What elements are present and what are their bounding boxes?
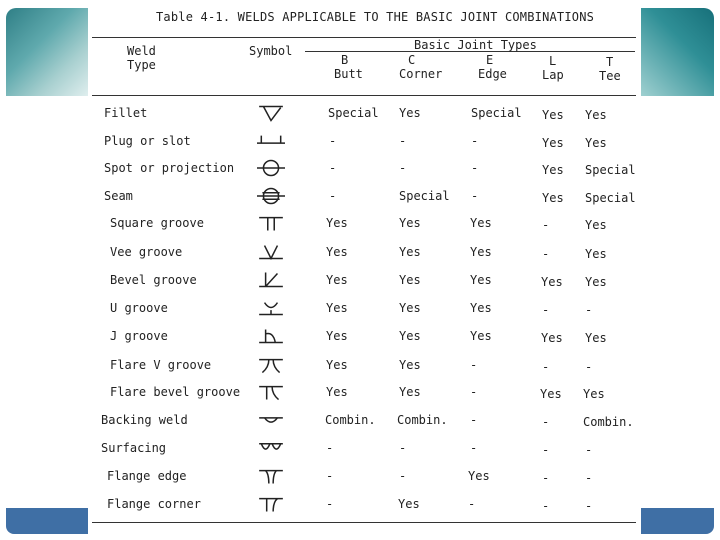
table-cell: -	[399, 469, 407, 483]
table-cell: Yes	[326, 273, 348, 287]
table-cell: -	[585, 443, 593, 457]
table-cell: Yes	[585, 108, 607, 122]
flange-corner-symbol-icon	[257, 493, 285, 515]
weld-type-label: Square groove	[110, 216, 204, 230]
weld-type-label: Bevel groove	[110, 273, 197, 287]
table-cell: Yes	[326, 358, 348, 372]
table-cell: -	[542, 443, 550, 457]
spot-weld-symbol-icon	[257, 157, 285, 179]
table-cell: Yes	[470, 216, 492, 230]
table-cell: Yes	[470, 329, 492, 343]
table-cell: Special	[585, 191, 636, 205]
surfacing-weld-symbol-icon	[257, 437, 285, 459]
col-b-code: B	[341, 53, 349, 67]
table-cell: -	[470, 413, 478, 427]
table-cell: Yes	[585, 247, 607, 261]
j-groove-symbol-icon	[257, 325, 285, 347]
flare-bevel-groove-symbol-icon	[257, 381, 285, 403]
weld-type-label: Backing weld	[101, 413, 188, 427]
table-cell: Yes	[585, 218, 607, 232]
symbol-header: Symbol	[249, 44, 293, 58]
col-e-name: Edge	[478, 67, 507, 81]
table-cell: -	[585, 303, 593, 317]
weld-type-label: Flare bevel groove	[110, 385, 241, 399]
table-cell: Yes	[399, 273, 421, 287]
bottom-left-decoration	[6, 508, 88, 534]
table-cell: Special	[585, 163, 636, 177]
u-groove-symbol-icon	[257, 297, 285, 319]
table-cell: Yes	[542, 108, 564, 122]
table-cell: -	[542, 247, 550, 261]
table-cell: Yes	[585, 136, 607, 150]
table-cell: -	[468, 497, 476, 511]
table-cell: Yes	[585, 275, 607, 289]
weld-type-label: Flange corner	[107, 497, 201, 511]
table-cell: -	[326, 469, 334, 483]
table-cell: -	[471, 189, 479, 203]
table-cell: Combin.	[325, 413, 376, 427]
table-cell: -	[329, 189, 337, 203]
table-cell: -	[585, 360, 593, 374]
table-cell: Yes	[541, 275, 563, 289]
table-cell: -	[470, 358, 478, 372]
table-cell: Yes	[326, 385, 348, 399]
table-cell: Yes	[399, 329, 421, 343]
flange-edge-symbol-icon	[257, 465, 285, 487]
top-rule	[92, 37, 636, 38]
table-title: Table 4-1. WELDS APPLICABLE TO THE BASIC JOINT COMBINATIONS	[156, 10, 595, 24]
bottom-right-decoration	[641, 508, 714, 534]
top-left-decoration	[6, 8, 88, 96]
weld-type-label: Spot or projection	[104, 161, 235, 175]
table-cell: Yes	[468, 469, 490, 483]
table-cell: -	[542, 415, 550, 429]
table-cell: -	[399, 134, 407, 148]
table-cell: Yes	[399, 301, 421, 315]
table-cell: -	[470, 441, 478, 455]
plug-weld-symbol-icon	[257, 130, 285, 152]
table-cell: Yes	[470, 301, 492, 315]
top-right-decoration	[641, 8, 714, 96]
table-cell: Combin.	[397, 413, 448, 427]
fillet-weld-symbol-icon	[257, 102, 285, 124]
weld-type-label: Vee groove	[110, 245, 183, 259]
table-cell: -	[542, 471, 550, 485]
table-cell: -	[542, 218, 550, 232]
square-groove-symbol-icon	[257, 212, 285, 234]
col-t-name: Tee	[599, 69, 621, 83]
table-cell: Yes	[541, 331, 563, 345]
table-cell: Yes	[542, 191, 564, 205]
col-c-name: Corner	[399, 67, 443, 81]
table-cell: -	[471, 134, 479, 148]
table-cell: Special	[399, 189, 450, 203]
weld-type-label: U groove	[110, 301, 168, 315]
col-l-name: Lap	[542, 68, 564, 82]
weld-type-label: Seam	[104, 189, 133, 203]
table-cell: -	[470, 385, 478, 399]
weld-type-label: Flange edge	[107, 469, 187, 483]
table-cell: -	[471, 161, 479, 175]
table-cell: Special	[328, 106, 379, 120]
weld-type-label: Plug or slot	[104, 134, 191, 148]
table-cell: Yes	[470, 273, 492, 287]
vee-groove-symbol-icon	[257, 241, 285, 263]
col-b-name: Butt	[334, 67, 363, 81]
table-cell: Combin.	[583, 415, 634, 429]
table-cell: Yes	[399, 216, 421, 230]
table-cell: Yes	[326, 216, 348, 230]
table-cell: -	[326, 497, 334, 511]
weld-type-header-line1: Weld	[127, 44, 156, 58]
table-cell: Yes	[399, 106, 421, 120]
table-cell: -	[399, 441, 407, 455]
table-cell: -	[329, 134, 337, 148]
table-cell: -	[542, 360, 550, 374]
table-cell: -	[585, 499, 593, 513]
table-cell: -	[542, 499, 550, 513]
weld-type-header-line2: Type	[127, 58, 156, 72]
bottom-rule	[92, 522, 636, 523]
header-rule	[92, 95, 636, 96]
table-cell: Yes	[583, 387, 605, 401]
weld-type-label: Flare V groove	[110, 358, 212, 372]
table-cell: -	[326, 441, 334, 455]
table-cell: Yes	[398, 497, 420, 511]
table-cell: Yes	[399, 385, 421, 399]
col-e-code: E	[486, 53, 494, 67]
table-cell: -	[399, 161, 407, 175]
table-cell: Yes	[540, 387, 562, 401]
table-cell: Yes	[542, 163, 564, 177]
table-cell: -	[585, 471, 593, 485]
table-cell: -	[542, 303, 550, 317]
flare-v-groove-symbol-icon	[257, 354, 285, 376]
bevel-groove-symbol-icon	[257, 269, 285, 291]
table-cell: Yes	[326, 301, 348, 315]
table-cell: Yes	[470, 245, 492, 259]
table-cell: Yes	[326, 329, 348, 343]
col-c-code: C	[408, 53, 416, 67]
weld-type-label: Surfacing	[101, 441, 167, 455]
col-t-code: T	[606, 55, 614, 69]
table-cell: Yes	[542, 136, 564, 150]
weld-type-label: Fillet	[104, 106, 148, 120]
table-cell: Special	[471, 106, 522, 120]
weld-type-label: J groove	[110, 329, 168, 343]
table-cell: Yes	[326, 245, 348, 259]
table-cell: Yes	[399, 245, 421, 259]
basic-joint-types-header: Basic Joint Types	[414, 38, 537, 52]
table-cell: Yes	[399, 358, 421, 372]
seam-weld-symbol-icon	[257, 185, 285, 207]
backing-weld-symbol-icon	[257, 409, 285, 431]
table-cell: -	[329, 161, 337, 175]
col-l-code: L	[549, 54, 557, 68]
table-cell: Yes	[585, 331, 607, 345]
